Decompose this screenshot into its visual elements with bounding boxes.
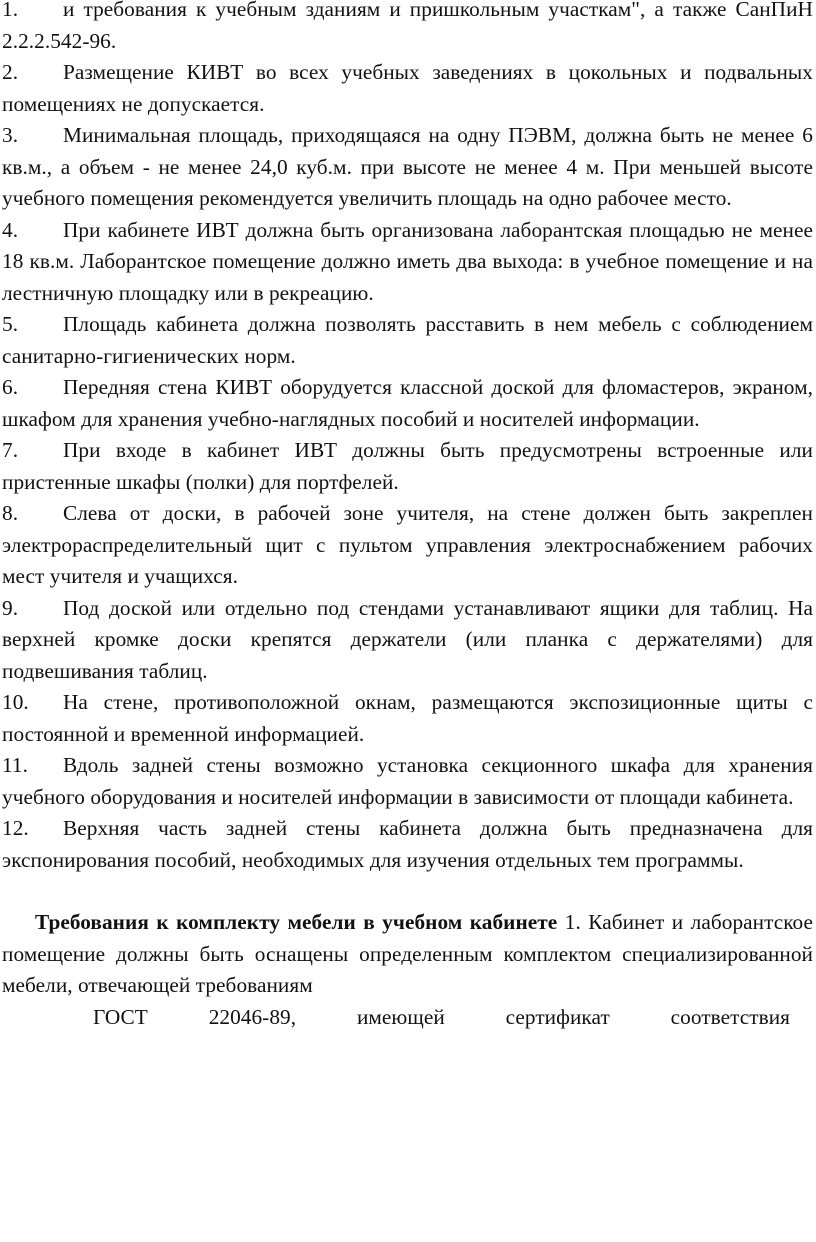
- list-item-11: [2, 750, 813, 813]
- section-heading: Требования к комплекту мебели в учебном кабинете: [35, 910, 558, 934]
- list-item-number: 2.: [2, 60, 19, 84]
- list-item-number: 4.: [2, 217, 19, 242]
- list-item-6: [2, 372, 813, 435]
- list-item-number: 12.: [2, 816, 29, 840]
- list-item-7: [2, 435, 813, 498]
- list-item-text: Слева от доски, в рабочей зоне учителя, на стене должен быть закреплен электрораспределительный щит с пультом управления электроснабжением рабочих мест учителя и учащихся.: [2, 501, 813, 588]
- list-item-text: Размещение КИВТ во всех учебных заведениях в цокольных и подвальных помещениях не допускается.: [2, 60, 813, 116]
- list-item-number: 7.: [2, 438, 19, 462]
- section-last-line: ГОСТ 22046-89, имеющей сертификат соответствия: [93, 1004, 790, 1029]
- list-item-number: 6.: [2, 375, 19, 399]
- list-item-number: 8.: [2, 501, 19, 525]
- list-item-2: [2, 57, 813, 120]
- list-item-1: [2, 0, 813, 57]
- list-item-12: [2, 813, 813, 876]
- list-item-text: Передняя стена КИВТ оборудуется классной доской для фломастеров, экраном, шкафом для хранения учебно-наглядных пособий и носителей информации.: [2, 375, 813, 431]
- list-item-number: 11.: [2, 753, 28, 777]
- list-item-text: Минимальная площадь, приходящаяся на одну ПЭВМ, должна быть не менее 6 кв.м., а объем - не менее 24,0 куб.м. при высоте не менее 4 м. При меньшей высоте учебного помещения рекомендуется увеличить площадь на одно рабочее место.: [2, 123, 813, 210]
- list-item-9: [2, 593, 813, 688]
- list-item-text: При кабинете ИВТ должна быть организована лаборантская площадью не менее 18 кв.м. Лаборантское помещение должно иметь два выхода: в учебное помещение и на лестничную площадку или в рекреацию.: [2, 217, 813, 305]
- list-item-number: 1.: [2, 0, 19, 21]
- list-item-number: 5.: [2, 312, 19, 336]
- list-item-4: [2, 215, 813, 310]
- list-item-text: Под доской или отдельно под стендами устанавливают ящики для таблиц. На верхней кромке доски крепятся держатели (или планка с держателями) для подвешивания таблиц.: [2, 595, 813, 683]
- furniture-requirements-section: [2, 907, 813, 1033]
- list-item-text: Площадь кабинета должна позволять расставить в нем мебель с соблюдением санитарно-гигиенических норм.: [2, 312, 813, 368]
- list-item-number: 3.: [2, 123, 19, 147]
- list-item-5: [2, 309, 813, 372]
- list-item-text: Вдоль задней стены возможно установка секционного шкафа для хранения учебного оборудования и носителей информации в зависимости от площади кабинета.: [2, 753, 813, 809]
- list-item-10: [2, 687, 813, 750]
- section-body: 1. Кабинет и лаборантское помещение должны быть оснащены определенным комплектом специализированной мебели, отвечающей требованиям: [2, 910, 813, 997]
- list-item-8: [2, 498, 813, 593]
- list-item-3: [2, 120, 813, 215]
- list-item-text: и требования к учебным зданиям и пришкольным участкам", а также СанПиН 2.2.2.542-96.: [2, 0, 813, 53]
- list-item-number: 10.: [2, 690, 29, 714]
- list-item-number: 9.: [2, 595, 19, 620]
- list-item-text: Верхняя часть задней стены кабинета должна быть предназначена для экспонирования пособий, необходимых для изучения отдельных тем программы.: [2, 816, 813, 872]
- list-item-text: На стене, противоположной окнам, размещаются экспозиционные щиты с постоянной и временной информацией.: [2, 690, 813, 746]
- list-item-text: При входе в кабинет ИВТ должны быть предусмотрены встроенные или пристенные шкафы (полки) для портфелей.: [2, 438, 813, 494]
